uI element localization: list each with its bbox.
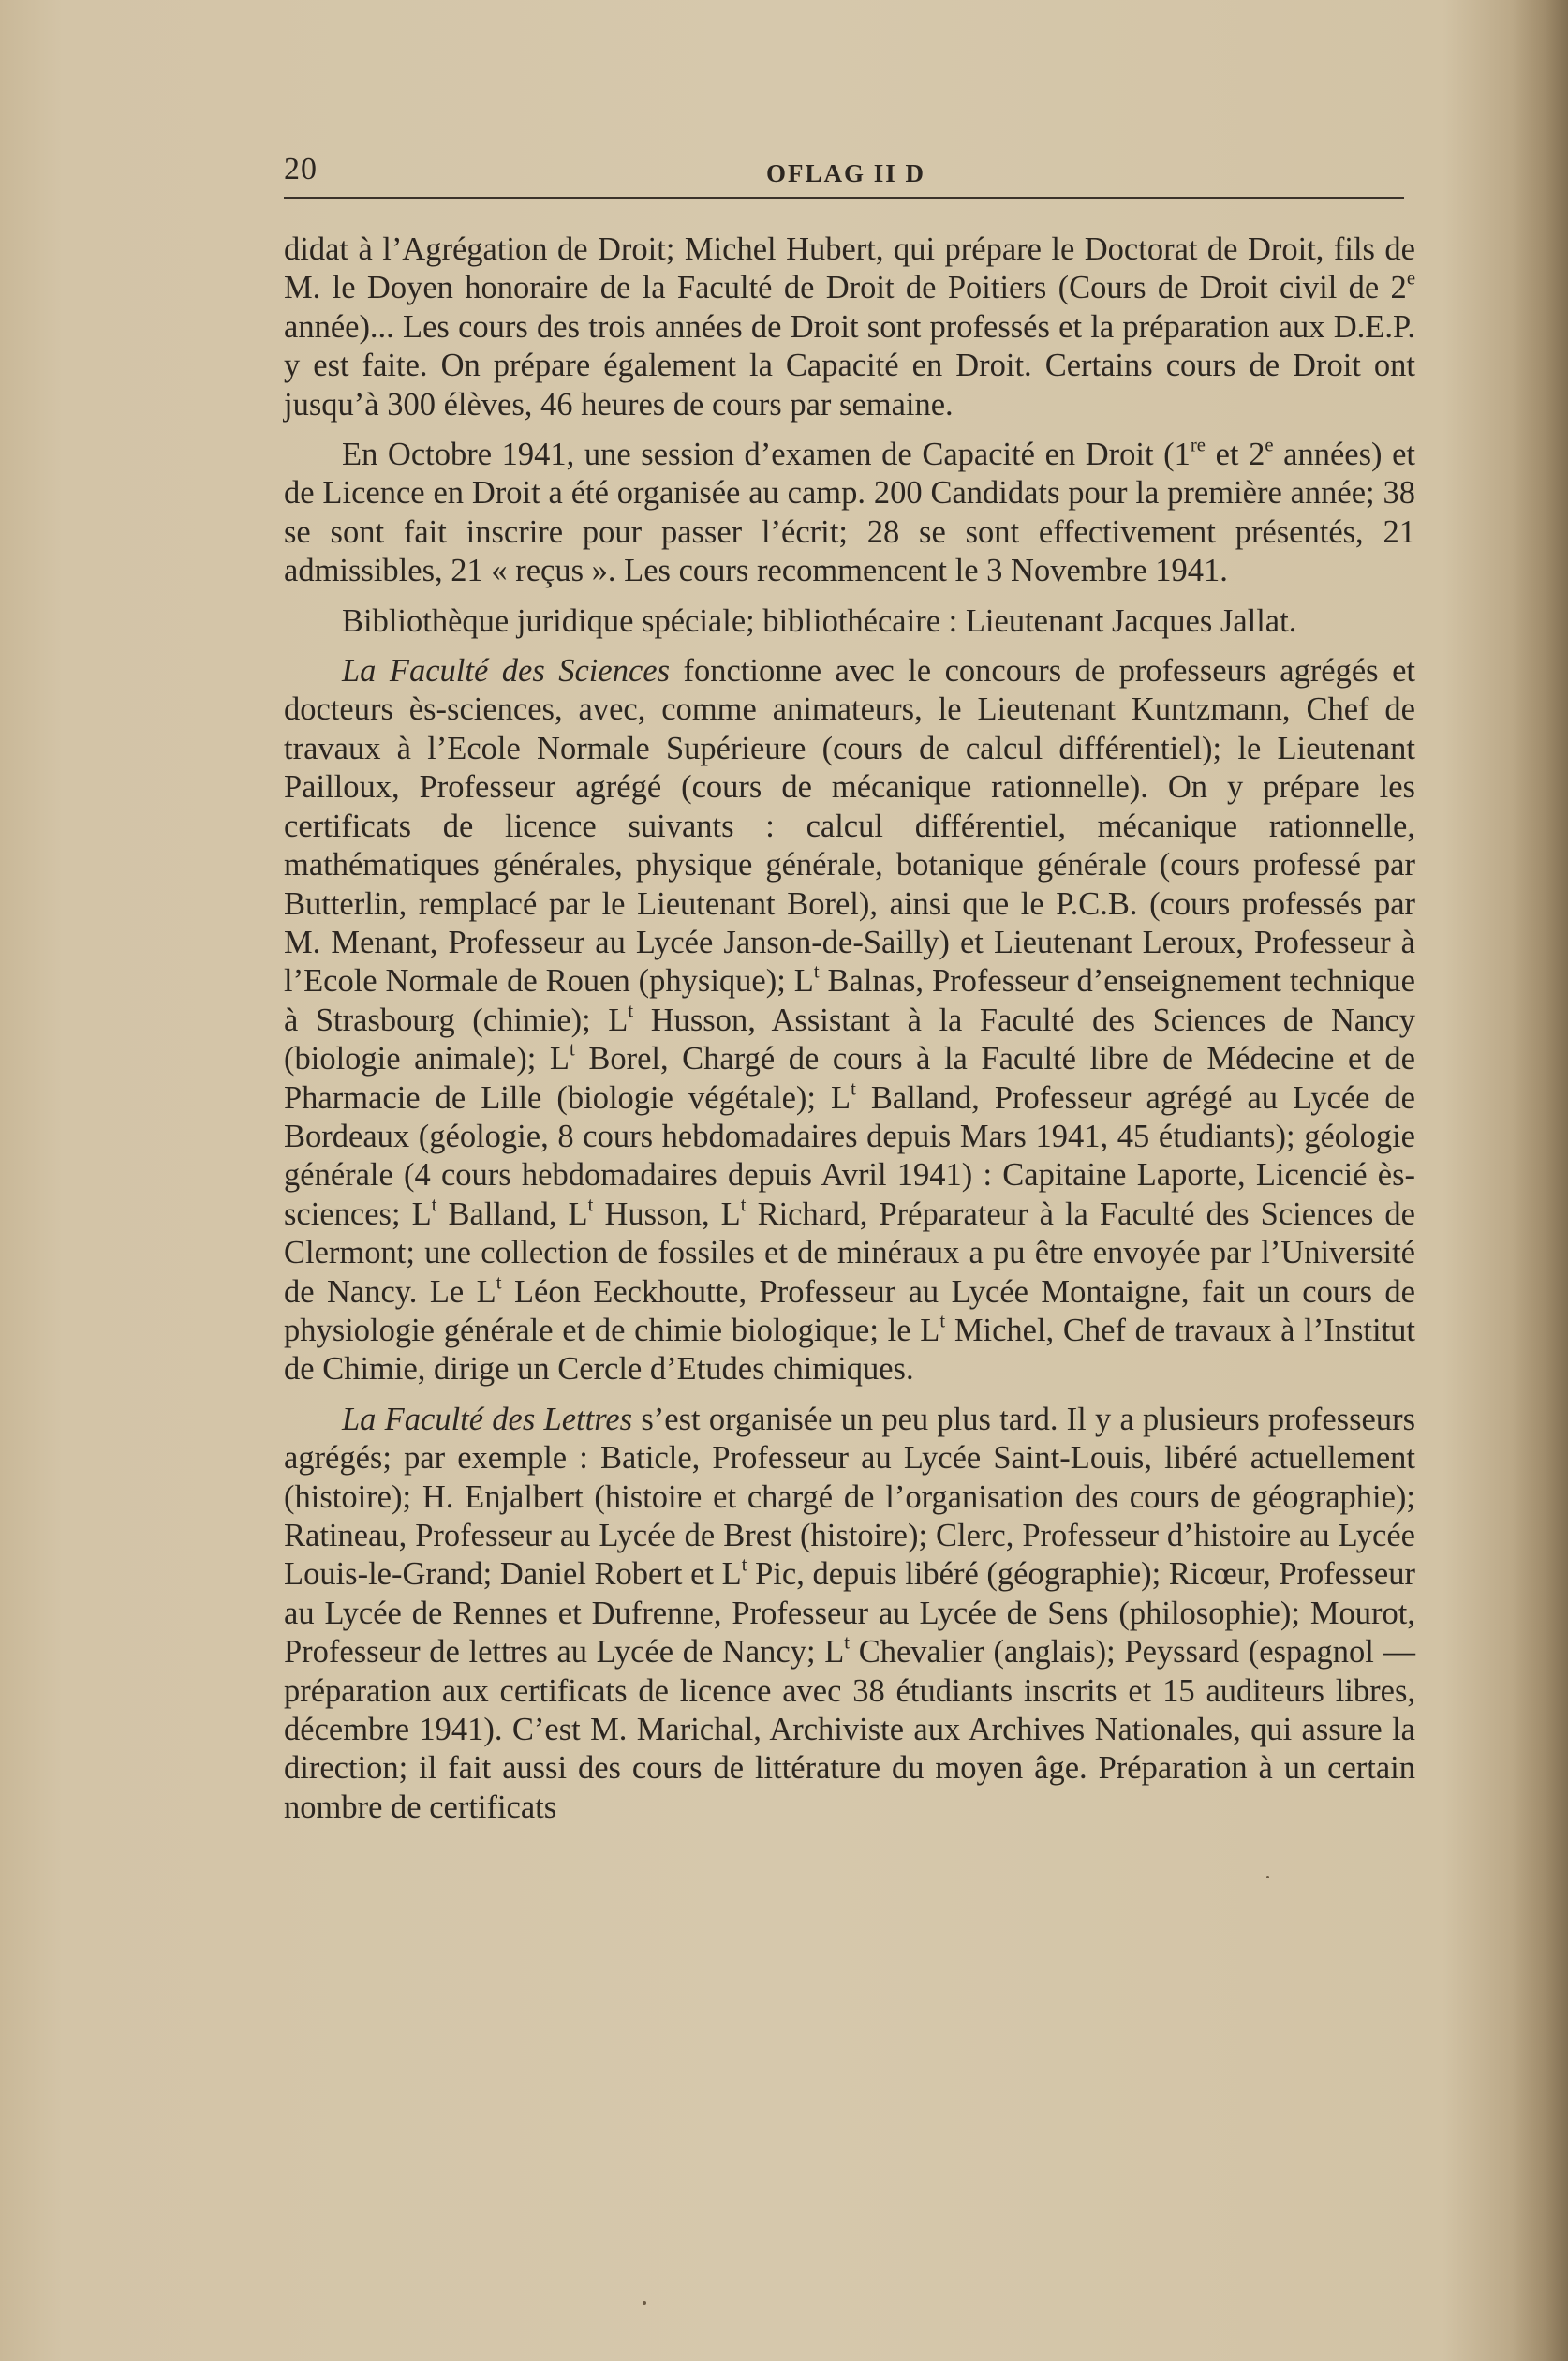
superscript: t	[813, 961, 820, 983]
superscript: e	[1406, 268, 1415, 290]
superscript: re	[1190, 435, 1206, 456]
body-text	[284, 230, 1415, 1838]
paragraph-p2	[284, 436, 1415, 591]
superscript: t	[851, 1078, 856, 1100]
paragraph-p5	[284, 1401, 1415, 1827]
text-run: Chevalier (anglais); Peyssard (espagnol — préparation aux certificats de licence avec 38 étudiants inscrits et 15 auditeurs libres, décembre 1941). C’est M. Marichal, Archiviste aux Archives Nationales, qui assure la direction; il fait aussi des cours de littérature du moyen âge. Préparation à un certain nombre de certificats	[284, 1634, 1415, 1825]
superscript: t	[570, 1039, 575, 1061]
text-run: Pic, depuis libéré (géographie); Ricœur, Professeur au Lycée de Rennes et Dufrenne, Professeur au Lycée de Sens (philosophie); Mourot, Professeur de lettres au Lycée de Nancy; L	[284, 1556, 1415, 1671]
text-run: Balland, L	[436, 1195, 588, 1232]
paper-speck	[1266, 1876, 1269, 1878]
text-run: s’est organisée un peu plus tard. Il y a plusieurs professeurs agrégés; par exemple : Baticle, Professeur au Lycée Saint-Louis, libéré actuellement (histoire); H. Enjalbert (histoire et chargé de l’organisation des cours de géographie); Ratineau, Professeur au Lycée de Brest (histoire); Clerc, Professeur d’histoire au Lycée Louis-le-Grand; Daniel Robert et L	[284, 1401, 1415, 1593]
page-fold-shadow	[1512, 0, 1568, 2361]
paper-speck	[643, 2301, 646, 2305]
paragraph-p1	[284, 230, 1415, 424]
italic-heading: La Faculté des Lettres	[342, 1401, 633, 1437]
text-run: En Octobre 1941, une session d’examen de Capacité en Droit (1	[342, 437, 1191, 473]
superscript: t	[431, 1195, 437, 1216]
text-run: Bibliothèque juridique spéciale; bibliothécaire : Lieutenant Jacques Jallat.	[342, 602, 1297, 639]
superscript: t	[741, 1554, 747, 1576]
text-run: année)... Les cours des trois années de Droit sont professés et la préparation aux D.E.P. y est faite. On prépare également la Capacité en Droit. Certains cours de Droit ont jusqu’à 300 élèves, 46 heures de cours par semaine.	[284, 308, 1415, 423]
text-run: Husson, L	[593, 1195, 741, 1232]
text-run: années) et de Licence en Droit a été organisée au camp. 200 Candidats pour la première année; 38 se sont fait inscrire pour passer l’écrit; 28 se sont effectivement présentés, 21 admissibles, 21 « reçus ». Les cours recommencent le 3 Novembre 1941.	[284, 437, 1415, 589]
text-run: Richard, Préparateur à la Faculté des Sciences de Clermont; une collection de fossiles et de minéraux a pu être envoyée par l’Université de Nancy. Le L	[284, 1195, 1415, 1310]
superscript: t	[740, 1195, 747, 1216]
superscript: t	[628, 1001, 634, 1022]
running-head: OFLAG II D	[766, 159, 926, 187]
text-run: Léon Eeckhoutte, Professeur au Lycée Montaigne, fait un cours de physiologie générale et de chimie biologique; le L	[284, 1273, 1415, 1348]
superscript: t	[496, 1272, 502, 1294]
page-number: 20	[284, 152, 318, 186]
superscript: e	[1265, 435, 1274, 456]
text-run: didat à l’Agrégation de Droit; Michel Hubert, qui prépare le Doctorat de Droit, fils de M. le Doyen honoraire de la Faculté de Droit de Poitiers (Cours de Droit civil de 2	[284, 231, 1415, 306]
italic-heading: La Faculté des Sciences	[342, 653, 671, 690]
text-run: et 2	[1206, 437, 1265, 473]
superscript: t	[939, 1311, 946, 1332]
text-run: Balnas, Professeur d’enseignement technique à Strasbourg (chimie); L	[284, 963, 1415, 1038]
text-run: Borel, Chargé de cours à la Faculté libre de Médecine et de Pharmacie de Lille (biologie végétale); L	[284, 1041, 1415, 1116]
page-header	[284, 152, 1404, 199]
text-run: Husson, Assistant à la Faculté des Sciences de Nancy (biologie animale); L	[284, 1002, 1415, 1077]
text-run: Michel, Chef de travaux à l’Institut de Chimie, dirige un Cercle d’Etudes chimiques.	[284, 1312, 1415, 1388]
text-run: Balland, Professeur agrégé au Lycée de Bordeaux (géologie, 8 cours hebdomadaires depuis Mars 1941, 45 étudiants); géologie générale (4 cours hebdomadaires depuis Avril 1941) : Capitaine Laporte, Licencié ès-sciences; L	[284, 1079, 1415, 1232]
superscript: t	[587, 1195, 594, 1216]
superscript: t	[844, 1632, 851, 1654]
text-run: fonctionne avec le concours de professeurs agrégés et docteurs ès-sciences, avec, comme animateurs, le Lieutenant Kuntzmann, Chef de travaux à l’Ecole Normale Supérieure (cours de calcul différentiel); le Lieutenant Pailloux, Professeur agrégé (cours de mécanique rationnelle). On y prépare les certificats de licence suivants : calcul différentiel, mécanique rationnelle, mathématiques générales, physique générale, botanique générale (cours professé par Butterlin, remplacé par le Lieutenant Borel), ainsi que le P.C.B. (cours professés par M. Menant, Professeur au Lycée Janson-de-Sailly) et Lieutenant Leroux, Professeur à l’Ecole Normale de Rouen (physique); L	[284, 653, 1415, 1000]
paragraph-p3	[284, 602, 1415, 641]
paragraph-p4	[284, 652, 1415, 1389]
